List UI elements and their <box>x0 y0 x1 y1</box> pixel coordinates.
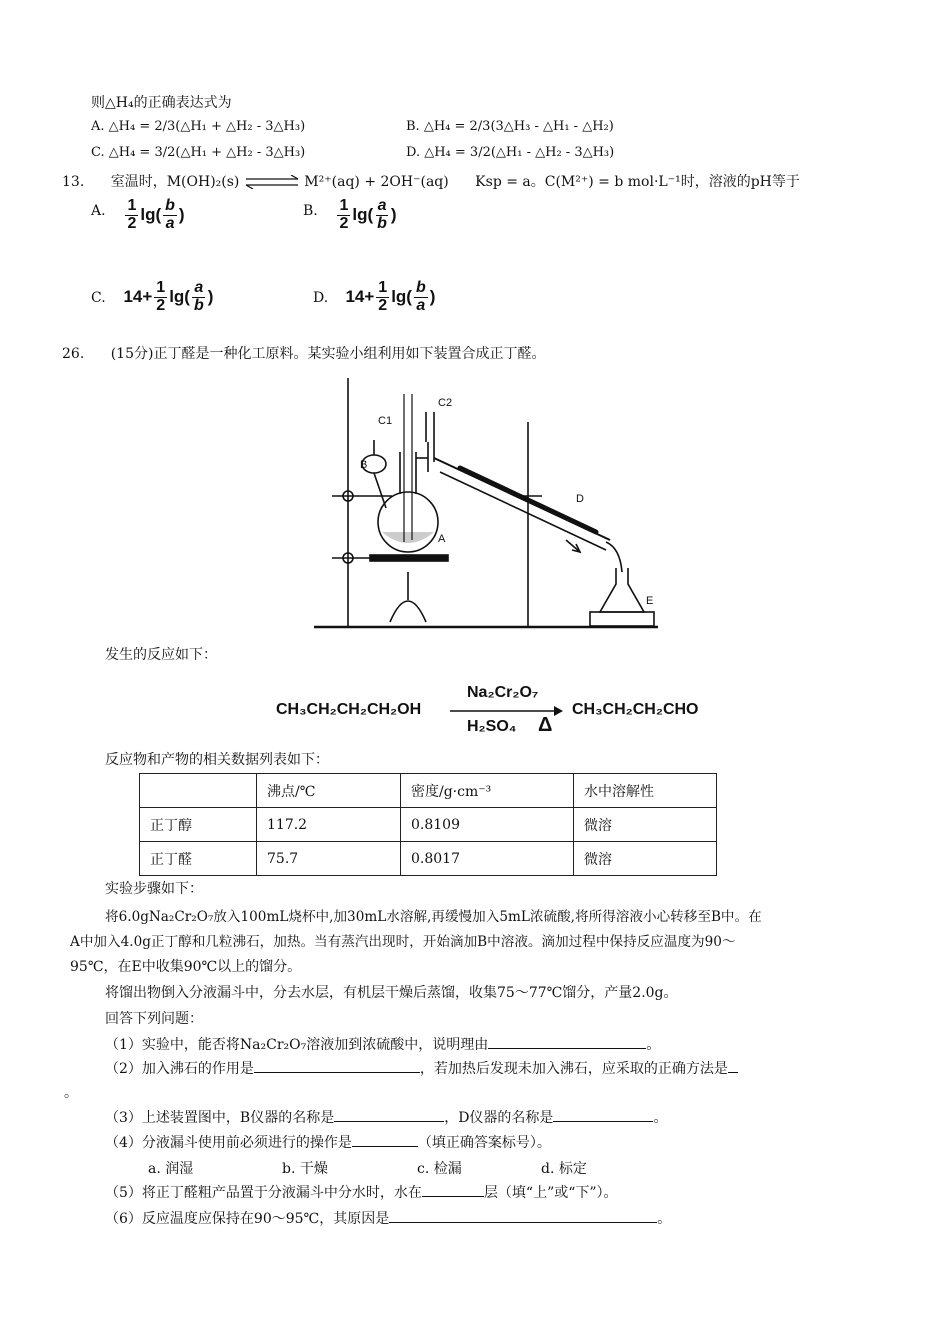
steps-title: 实验步骤如下： <box>105 881 203 897</box>
answer-blank-2b[interactable] <box>728 1058 738 1073</box>
table-cell: 0.8017 <box>401 842 574 876</box>
q13-option-a-label: A. <box>91 203 106 220</box>
answer-blank-6[interactable] <box>389 1208 657 1223</box>
sub-question-6 <box>105 1208 671 1228</box>
label-c1: C1 <box>378 415 393 427</box>
sub-question-5 <box>105 1182 618 1202</box>
q26-stem <box>62 343 545 363</box>
sub-question-4-text: （4）分液漏斗使用前必须进行的操作是 <box>105 1135 352 1151</box>
q12-lead: 则△H₄的正确表达式为 <box>91 95 232 111</box>
ratio-den: b <box>377 214 387 232</box>
equilibrium-arrow-icon <box>244 175 300 189</box>
half-den: 2 <box>378 296 388 314</box>
reaction-reagent-bottom: H₂SO₄ <box>467 718 517 735</box>
ratio-fraction <box>192 280 206 315</box>
sub-question-4 <box>105 1132 551 1152</box>
reaction-reagent-top: Na₂Cr₂O₇ <box>467 684 539 701</box>
ratio-num: b <box>165 197 175 214</box>
table-cell: 0.8109 <box>401 808 574 842</box>
half-fraction <box>154 280 167 315</box>
table-row <box>140 842 717 876</box>
table-header-cell: 水中溶解性 <box>574 774 717 808</box>
label-a: A <box>438 533 446 545</box>
half-fraction <box>337 198 350 233</box>
q13-option-d-prefix: 14+ <box>345 287 375 307</box>
q13-number: 13. <box>62 174 85 190</box>
half-num: 1 <box>339 197 349 214</box>
table-intro: 反应物和产物的相关数据列表如下： <box>105 752 329 768</box>
ratio-num: a <box>194 279 204 296</box>
alcohol-lamp <box>390 601 426 622</box>
table-header-cell: 密度/g·cm⁻³ <box>401 774 574 808</box>
table-header-cell <box>140 774 257 808</box>
q13-stem-b: M²⁺(aq) + 2OH⁻(aq) <box>304 174 449 190</box>
half-num: 1 <box>378 279 388 296</box>
q13-stem <box>62 171 800 191</box>
sub-question-3-mid: ，D仪器的名称是 <box>444 1110 554 1126</box>
ratio-fraction <box>414 280 428 315</box>
sub-question-2-text: （2）加入沸石的作用是 <box>105 1061 254 1077</box>
half-num: 1 <box>156 279 166 296</box>
sub-question-6-end: 。 <box>657 1211 672 1227</box>
q13-option-c <box>91 280 213 315</box>
ratio-den: a <box>416 296 426 314</box>
q13-option-b <box>303 198 397 233</box>
step-p1-line3: 95℃，在E中收集90℃以上的馏分。 <box>70 959 302 975</box>
label-b: B <box>360 459 368 471</box>
answer-blank-3a[interactable] <box>334 1107 444 1122</box>
answer-prompt: 回答下列问题： <box>105 1011 203 1027</box>
q13-option-a-formula: $\frac{1}{2}$ lg( $\frac{b}{a}$ ) <box>127 197 185 232</box>
half-fraction <box>125 198 138 233</box>
table-cell: 117.2 <box>257 808 401 842</box>
lg-text: lg( <box>391 287 412 307</box>
sub-question-2-end: 。 <box>64 1085 78 1101</box>
half-den: 2 <box>156 296 166 314</box>
q13-option-c-formula: 14+ $\frac{1}{2}$ lg( $\frac{a}{b}$ ) <box>123 279 214 314</box>
ratio-den: b <box>193 296 204 314</box>
q4-option-a: a. 润湿 <box>148 1161 194 1177</box>
reaction-heat: Δ <box>538 714 553 736</box>
flask-stand-block <box>590 612 654 626</box>
reaction-product: CH₃CH₂CH₂CHO <box>572 701 699 718</box>
half-num: 1 <box>127 197 137 214</box>
lg-text: lg( <box>140 205 162 225</box>
sub-question-5-text: （5）将正丁醛粗产品置于分液漏斗中分水时，水在 <box>105 1185 422 1201</box>
half-den: 2 <box>127 214 137 232</box>
q4-option-d: d. 标定 <box>541 1161 587 1177</box>
q13-option-d-formula: 14+ $\frac{1}{2}$ lg( $\frac{b}{a}$ ) <box>345 279 436 314</box>
ratio-den: a <box>165 214 175 232</box>
wire-gauze <box>370 555 448 561</box>
table-header-row <box>140 774 717 808</box>
label-e: E <box>646 595 654 607</box>
table-header-cell: 沸点/℃ <box>257 774 401 808</box>
table-cell: 微溶 <box>574 842 717 876</box>
q13-option-c-label: C. <box>91 290 106 307</box>
label-c2: C2 <box>438 397 453 409</box>
sub-question-2 <box>105 1058 738 1078</box>
q12-option-c: C. △H₄ = 3/2(△H₁ + △H₂ - 3△H₃) <box>91 145 306 160</box>
sub-question-1-end: 。 <box>646 1037 661 1053</box>
half-fraction <box>376 280 389 315</box>
conical-flask-e <box>600 568 644 612</box>
q26-stem-text: (15分)正丁醛是一种化工原料。某实验小组利用如下装置合成正丁醛。 <box>110 346 546 362</box>
apparatus-diagram <box>310 372 670 634</box>
sub-question-3 <box>105 1107 667 1127</box>
lg-text: lg( <box>169 287 190 307</box>
label-d: D <box>576 493 584 505</box>
step-p2: 将馏出物倒入分液漏斗中，分去水层，有机层干燥后蒸馏，收集75～77℃馏分，产量2.0g。 <box>105 985 678 1001</box>
table-cell: 75.7 <box>257 842 401 876</box>
sub-question-4-end: （填正确答案标号）。 <box>417 1135 551 1151</box>
sub-question-1-text: （1）实验中，能否将Na₂Cr₂O₇溶液加到浓硫酸中，说明理由 <box>105 1037 489 1053</box>
ratio-fraction <box>375 198 389 233</box>
table-row <box>140 808 717 842</box>
sub-question-3-end: 。 <box>653 1110 668 1126</box>
half-den: 2 <box>339 214 349 232</box>
step-p1-line2: A中加入4.0g正丁醇和几粒沸石，加热。当有蒸汽出现时，开始滴加B中溶液。滴加过程中保持反应温度为90～ <box>70 934 736 950</box>
step-p1-line1: 将6.0gNa₂Cr₂O₇放入100mL烧杯中,加30mL水溶解,再缓慢加入5mL浓硫酸,将所得溶液小心转移至B中。在 <box>105 909 762 925</box>
q12-option-b: B. △H₄ = 2/3(3△H₃ - △H₁ - △H₂) <box>406 119 614 134</box>
data-table <box>139 773 717 876</box>
lg-text: lg( <box>352 205 374 225</box>
sub-question-2-mid: ，若加热后发现未加入沸石，应采取的正确方法是 <box>419 1061 728 1077</box>
answer-blank-1[interactable] <box>488 1034 646 1049</box>
sub-question-1 <box>105 1034 660 1054</box>
q13-option-b-label: B. <box>303 203 318 220</box>
ratio-num: b <box>415 279 426 296</box>
sub-question-3-text: （3）上述装置图中，B仪器的名称是 <box>105 1110 335 1126</box>
table-cell: 微溶 <box>574 808 717 842</box>
reaction-reactant: CH₃CH₂CH₂CH₂OH <box>276 701 422 718</box>
q12-option-d: D. △H₄ = 3/2(△H₁ - △H₂ - 3△H₃) <box>406 145 615 160</box>
ratio-fraction <box>163 198 177 233</box>
q13-stem-a: 室温时，M(OH)₂(s) <box>110 174 240 190</box>
q13-option-a <box>91 198 185 233</box>
q13-stem-c: Ksp = a。C(M²⁺) = b mol·L⁻¹时，溶液的pH等于 <box>475 174 800 190</box>
sub-question-5-end: 层（填“上”或“下”）。 <box>483 1185 618 1201</box>
answer-blank-2a[interactable] <box>254 1058 420 1073</box>
q13-option-b-formula: $\frac{1}{2}$ lg( $\frac{a}{b}$ ) <box>339 197 397 232</box>
table-cell: 正丁醇 <box>140 808 257 842</box>
q13-option-d-label: D. <box>313 290 329 307</box>
ratio-num: a <box>377 197 387 214</box>
table-cell: 正丁醛 <box>140 842 257 876</box>
reaction-intro: 发生的反应如下： <box>105 647 217 663</box>
q4-option-b: b. 干燥 <box>282 1161 328 1177</box>
answer-blank-4[interactable] <box>352 1132 418 1147</box>
q4-option-c: c. 检漏 <box>417 1161 462 1177</box>
sub-question-6-text: （6）反应温度应保持在90～95℃，其原因是 <box>105 1211 390 1227</box>
answer-blank-3b[interactable] <box>553 1107 653 1122</box>
q13-option-c-prefix: 14+ <box>123 287 153 307</box>
q26-number: 26. <box>62 346 85 362</box>
q12-option-a: A. △H₄ = 2/3(△H₁ + △H₂ - 3△H₃) <box>91 119 306 134</box>
answer-blank-5[interactable] <box>422 1182 484 1197</box>
q13-option-d <box>313 280 435 315</box>
